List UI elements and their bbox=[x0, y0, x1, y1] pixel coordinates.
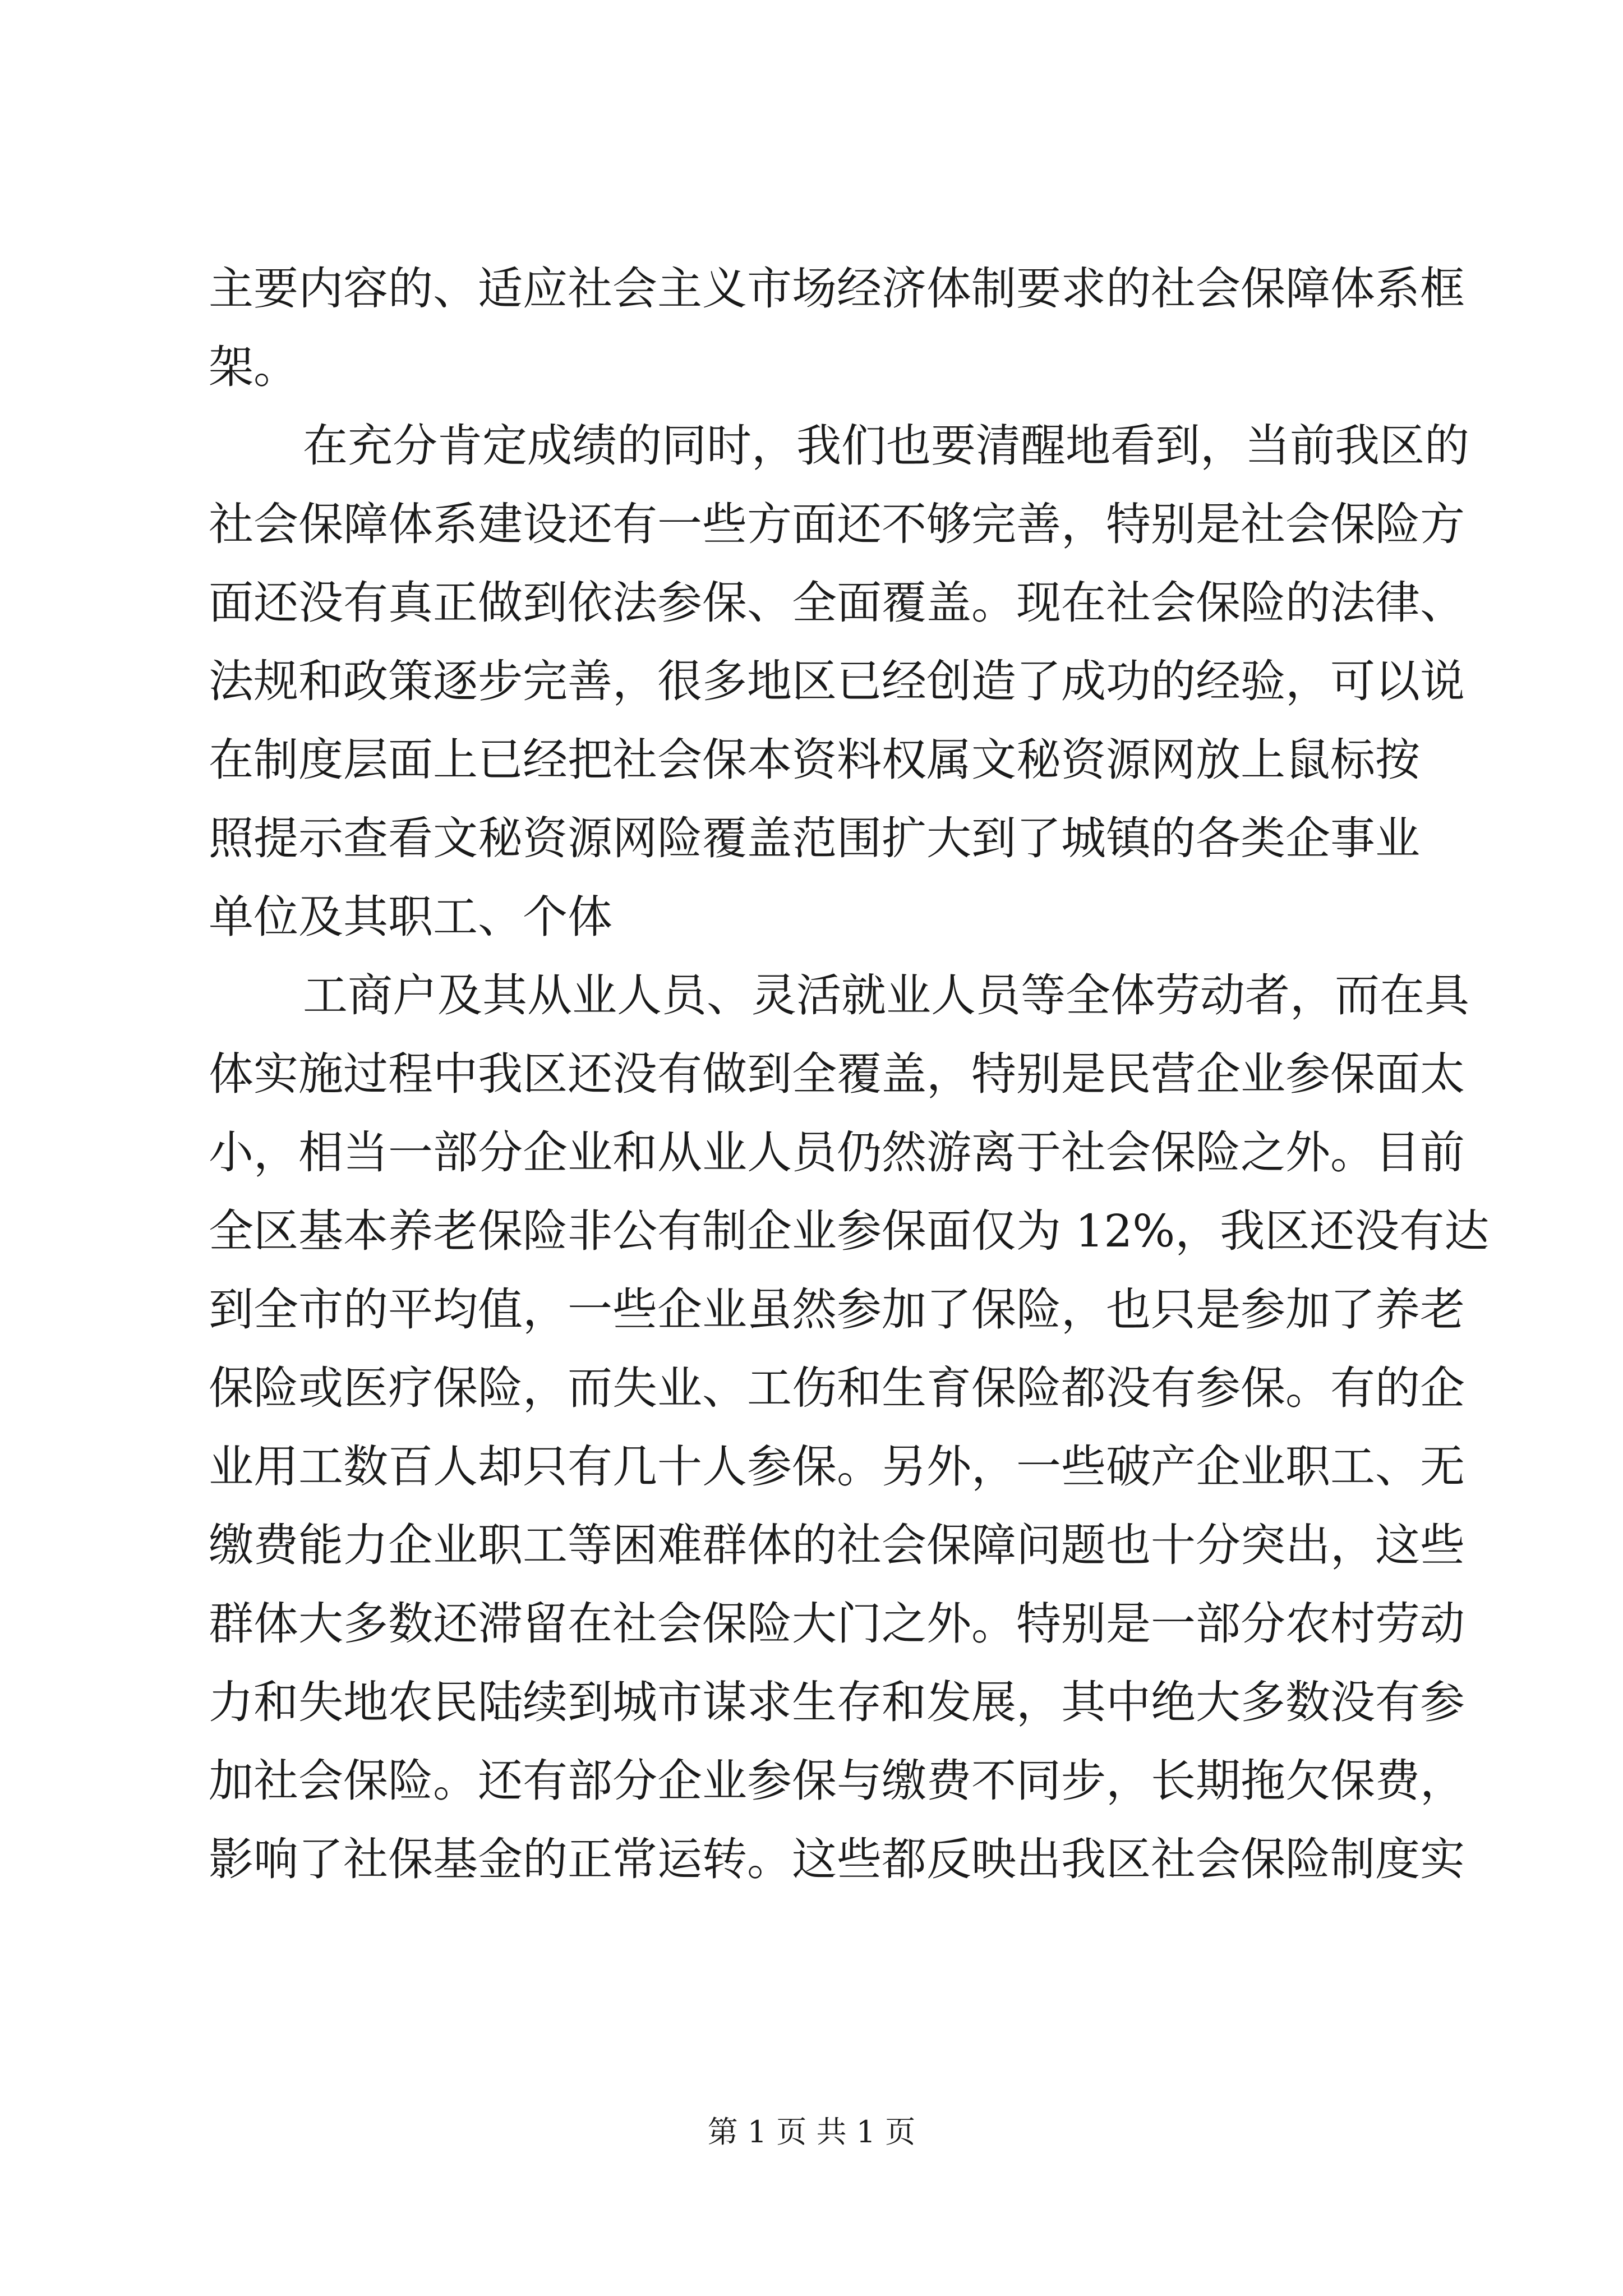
text-line: 缴费能力企业职工等困难群体的社会保障问题也十分突出，这些 bbox=[209, 1519, 1465, 1571]
text-line: 社会保障体系建设还有一些方面还不够完善，特别是社会保险方 bbox=[209, 498, 1465, 550]
paragraph-2 bbox=[209, 407, 1469, 956]
page-number-label: 第 1 页 共 1 页 bbox=[707, 2114, 916, 2150]
text-line: 在制度层面上已经把社会保本资料权属文秘资源网放上鼠标按 bbox=[209, 734, 1420, 786]
page-footer bbox=[0, 2108, 1623, 2151]
text-line: 小，相当一部分企业和从业人员仍然游离于社会保险之外。目前 bbox=[209, 1126, 1465, 1179]
paragraph-3 bbox=[209, 956, 1490, 1899]
text-line: 架。 bbox=[209, 341, 298, 393]
text-line: 加社会保险。还有部分企业参保与缴费不同步，长期拖欠保费， bbox=[209, 1755, 1465, 1807]
document-body bbox=[209, 250, 1490, 1899]
text-line: 群体大多数还滞留在社会保险大门之外。特别是一部分农村劳动 bbox=[209, 1598, 1465, 1650]
text-line: 保险或医疗保险，而失业、工伤和生育保险都没有参保。有的企 bbox=[209, 1362, 1465, 1414]
text-line: 工商户及其从业人员、灵活就业人员等全体劳动者，而在具 bbox=[303, 969, 1469, 1022]
paragraph-1 bbox=[209, 250, 1465, 407]
text-line: 业用工数百人却只有几十人参保。另外，一些破产企业职工、无 bbox=[209, 1441, 1465, 1493]
text-line: 主要内容的、适应社会主义市场经济体制要求的社会保障体系框 bbox=[209, 263, 1465, 315]
text-line: 到全市的平均值，一些企业虽然参加了保险，也只是参加了养老 bbox=[209, 1283, 1465, 1336]
text-line: 体实施过程中我区还没有做到全覆盖，特别是民营企业参保面太 bbox=[209, 1048, 1465, 1100]
text-line: 法规和政策逐步完善，很多地区已经创造了成功的经验，可以说 bbox=[209, 655, 1465, 707]
text-line: 照提示查看文秘资源网险覆盖范围扩大到了城镇的各类企事业 bbox=[209, 812, 1420, 864]
text-line: 全区基本养老保险非公有制企业参保面仅为 12%，我区还没有达 bbox=[209, 1205, 1490, 1257]
text-line: 力和失地农民陆续到城市谋求生存和发展，其中绝大多数没有参 bbox=[209, 1676, 1465, 1728]
text-line: 面还没有真正做到依法参保、全面覆盖。现在社会保险的法律、 bbox=[209, 577, 1465, 629]
text-line: 单位及其职工、个体 bbox=[209, 891, 612, 943]
text-line: 在充分肯定成绩的同时，我们也要清醒地看到，当前我区的 bbox=[303, 420, 1469, 472]
text-line: 影响了社保基金的正常运转。这些都反映出我区社会保险制度实 bbox=[209, 1833, 1465, 1885]
